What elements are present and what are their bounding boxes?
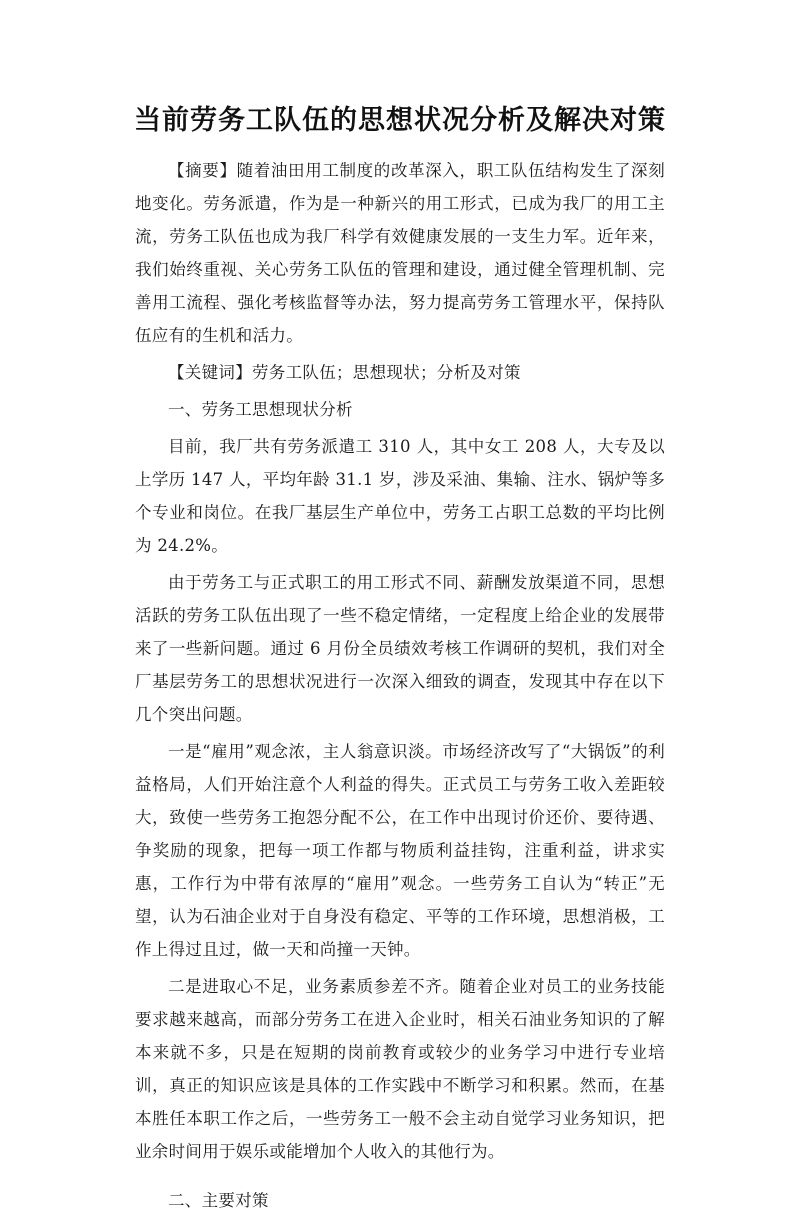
document-body — [135, 154, 665, 1221]
section-heading-2: 二、主要对策 — [168, 1191, 269, 1210]
abstract-paragraph: 【摘要】随着油田用工制度的改革深入，职工队伍结构发生了深刻地变化。劳务派遣，作为是一种新兴的用工形式，已成为我厂的用工主流，劳务工队伍也成为我厂科学有效健康发展的一支生力军。近年来，我们始终重视、关心劳务工队伍的管理和建设，通过健全管理机制、完善用工流程、强化考核监督等办法，努力提高劳务工管理水平，保持队伍应有的生机和活力。 — [135, 161, 665, 345]
document-title: 当前劳务工队伍的思想状况分析及解决对策 — [134, 105, 666, 136]
section-heading-1: 一、劳务工思想现状分析 — [168, 400, 353, 419]
body-paragraph-4: 二是进取心不足，业务素质参差不齐。随着企业对员工的业务技能要求越来越高，而部分劳务工在进入企业时，相关石油业务知识的了解本来就不多，只是在短期的岗前教育或较少的业务学习中进行专业培训，真正的知识应该是具体的工作实践中不断学习和积累。然而，在基本胜任本职工作之后，一些劳务工一般不会主动自觉学习业务知识，把业余时间用于娱乐或能增加个人收入的其他行为。 — [135, 977, 665, 1161]
body-paragraph-3: 一是“雇用”观念浓，主人翁意识淡。市场经济改写了“大锅饭”的利益格局，人们开始注意个人利益的得失。正式员工与劳务工收入差距较大，致使一些劳务工抱怨分配不公，在工作中出现讨价还价、要待遇、争奖励的现象，把每一项工作都与物质利益挂钩，注重利益，讲求实惠，工作行为中带有浓厚的“雇用”观念。一些劳务工自认为“转正”无望，认为石油企业对于自身没有稳定、平等的工作环境，思想消极，工作上得过且过，做一天和尚撞一天钟。 — [135, 742, 665, 959]
body-paragraph-2: 由于劳务工与正式职工的用工形式不同、薪酬发放渠道不同，思想活跃的劳务工队伍出现了一些不稳定情绪，一定程度上给企业的发展带来了一些新问题。通过 6 月份全员绩效考核工作调研的契机，我们对全厂基层劳务工的思想状况进行一次深入细致的调查，发现其中存在以下几个突出问题。 — [135, 573, 665, 724]
body-paragraph-1: 目前，我厂共有劳务派遣工 310 人，其中女工 208 人，大专及以上学历 147 人，平均年龄 31.1 岁，涉及采油、集输、注水、锅炉等多个专业和岗位。在我厂基层生产单位中，劳务工占职工总数的平均比例为 24.2%。 — [135, 437, 665, 555]
keywords-paragraph: 【关键词】劳务工队伍；思想现状；分析及对策 — [168, 363, 521, 382]
